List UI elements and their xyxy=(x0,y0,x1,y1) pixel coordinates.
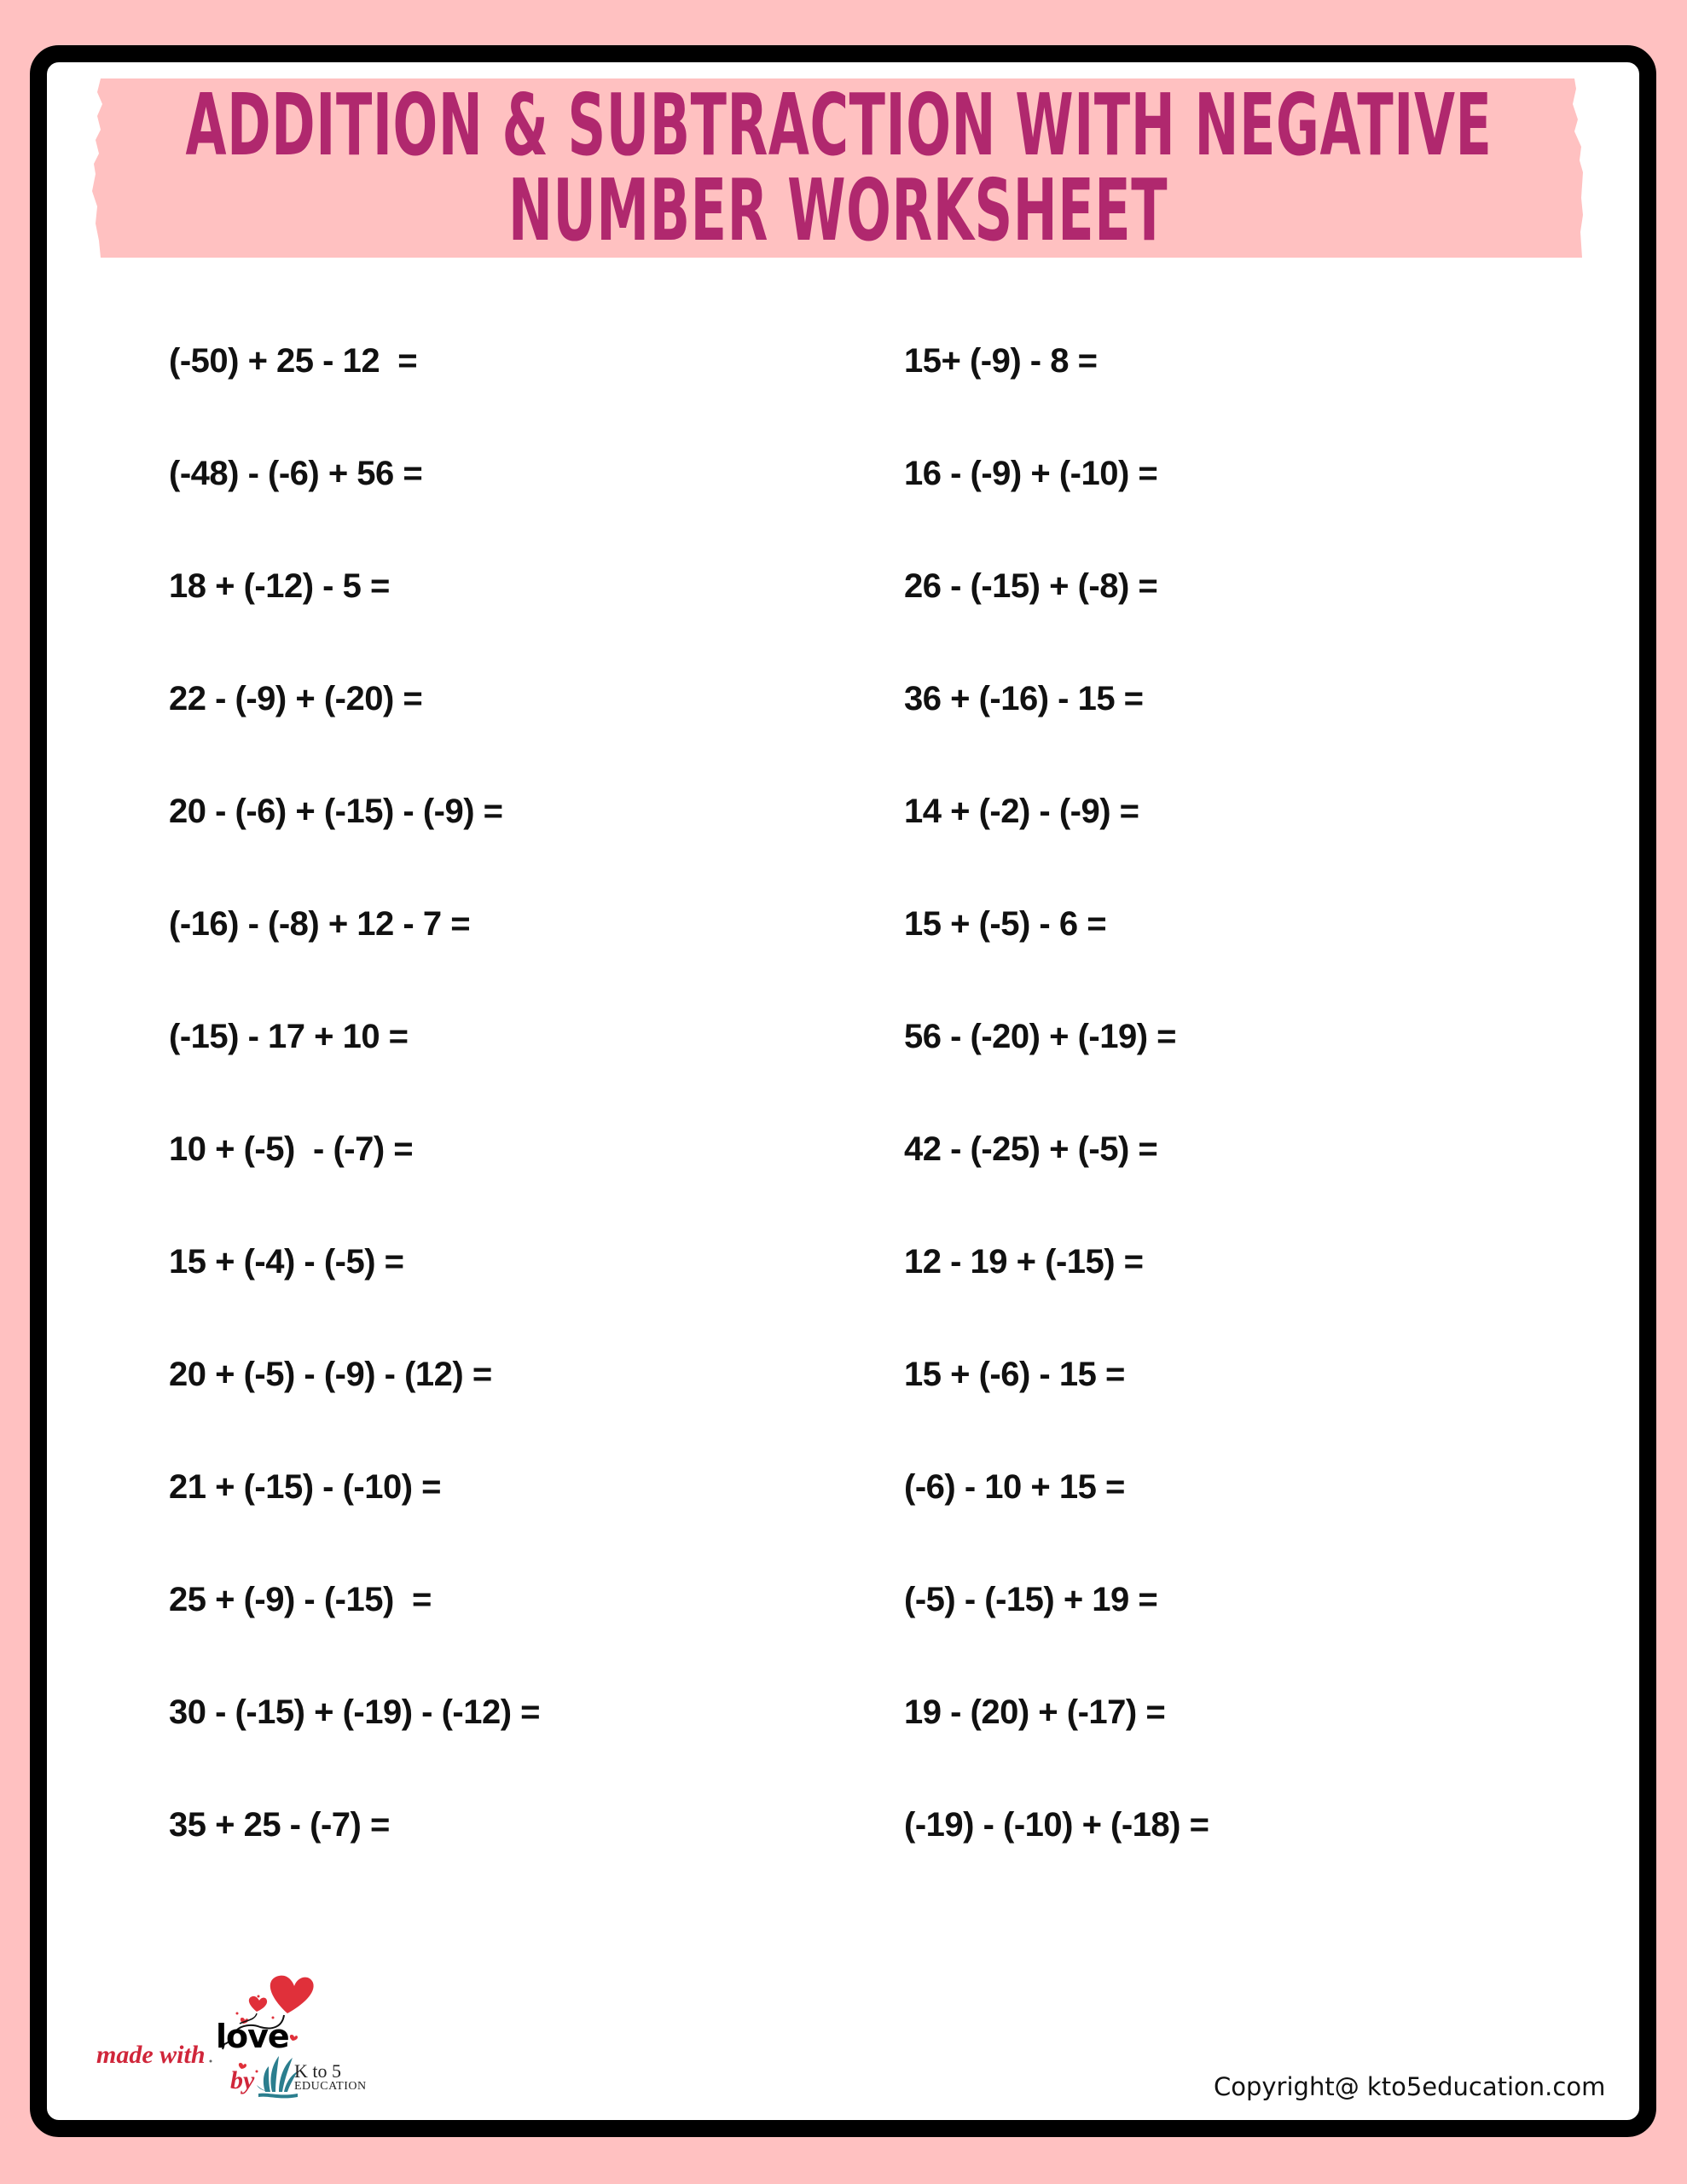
problem-left-14: 35 + 25 - (-7) = xyxy=(169,1806,390,1844)
problem-left-1: (-50) + 25 - 12 = xyxy=(169,342,418,380)
by-text: by xyxy=(230,2066,255,2094)
problem-left-2: (-48) - (-6) + 56 = xyxy=(169,455,423,492)
problem-right-9: 12 - 19 + (-15) = xyxy=(904,1243,1144,1281)
made-with-love-logo xyxy=(90,1971,380,2107)
problem-left-11: 21 + (-15) - (-10) = xyxy=(169,1468,442,1506)
problem-right-12: (-5) - (-15) + 19 = xyxy=(904,1581,1158,1618)
title-line-2: NUMBER WORKSHEET xyxy=(508,160,1168,260)
problem-right-1: 15+ (-9) - 8 = xyxy=(904,342,1098,380)
problem-right-8: 42 - (-25) + (-5) = xyxy=(904,1130,1158,1168)
problem-right-7: 56 - (-20) + (-19) = xyxy=(904,1018,1177,1055)
problem-left-5: 20 - (-6) + (-15) - (-9) = xyxy=(169,793,503,830)
problem-left-10: 20 + (-5) - (-9) - (12) = xyxy=(169,1356,492,1393)
made-with-text: made with xyxy=(96,2041,206,2069)
problem-right-3: 26 - (-15) + (-8) = xyxy=(904,567,1158,605)
book-leaves-icon xyxy=(257,2049,299,2100)
brand-k-to-5: K to 5 xyxy=(294,2060,341,2082)
problem-right-11: (-6) - 10 + 15 = xyxy=(904,1468,1125,1506)
problem-right-5: 14 + (-2) - (-9) = xyxy=(904,793,1139,830)
problem-right-4: 36 + (-16) - 15 = xyxy=(904,680,1144,717)
title-line-1: ADDITION & SUBTRACTION WITH NEGATIVE xyxy=(184,75,1493,175)
problem-left-8: 10 + (-5) - (-7) = xyxy=(169,1130,414,1168)
problem-right-6: 15 + (-5) - 6 = xyxy=(904,905,1107,943)
problem-right-14: (-19) - (-10) + (-18) = xyxy=(904,1806,1209,1844)
problem-left-9: 15 + (-4) - (-5) = xyxy=(169,1243,404,1281)
problem-right-13: 19 - (20) + (-17) = xyxy=(904,1693,1166,1731)
love-text: love xyxy=(216,2018,289,2055)
problem-right-10: 15 + (-6) - 15 = xyxy=(904,1356,1125,1393)
problem-left-3: 18 + (-12) - 5 = xyxy=(169,567,390,605)
problem-left-12: 25 + (-9) - (-15) = xyxy=(169,1581,432,1618)
brand-education: EDUCATION xyxy=(294,2080,367,2093)
copyright-text: Copyright@ kto5education.com xyxy=(1214,2072,1606,2101)
problem-left-7: (-15) - 17 + 10 = xyxy=(169,1018,409,1055)
problem-left-4: 22 - (-9) + (-20) = xyxy=(169,680,423,717)
problem-left-6: (-16) - (-8) + 12 - 7 = xyxy=(169,905,471,943)
problem-right-2: 16 - (-9) + (-10) = xyxy=(904,455,1158,492)
problem-left-13: 30 - (-15) + (-19) - (-12) = xyxy=(169,1693,541,1731)
